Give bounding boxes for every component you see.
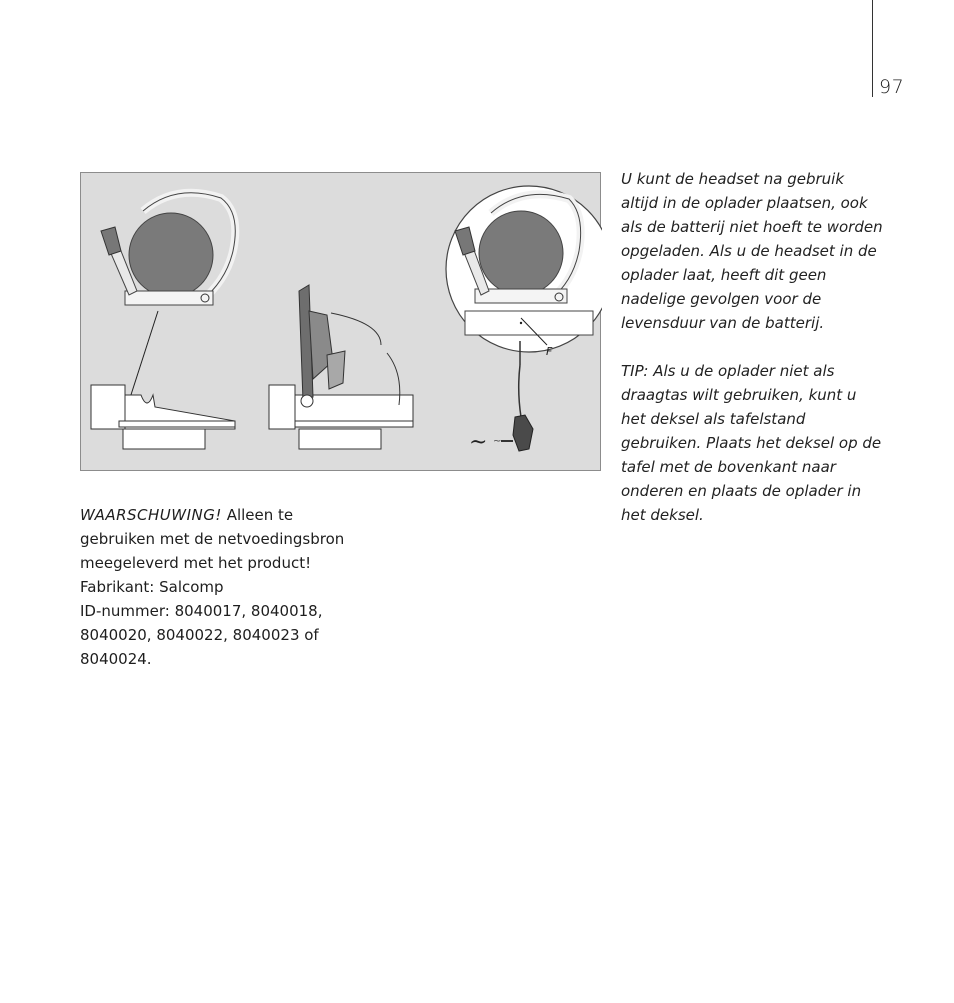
tip-paragraph-1: U kunt de headset na gebruik altijd in de oplader plaatsen, ook als de batterij niet hoeft te worden opgeladen. Als u de headset in de oplader laat, heeft dit geen nadelige gevolgen voor de levensduur van de batterij. xyxy=(621,170,883,332)
page-number: 97 xyxy=(879,76,905,98)
charger-illustration xyxy=(81,173,602,472)
warning-text xyxy=(80,503,360,575)
ac-symbol-small: ~ xyxy=(493,436,502,447)
tip-column xyxy=(621,167,883,551)
ac-symbol: ~ xyxy=(469,430,488,455)
warning-block xyxy=(80,503,360,671)
illustration-figure xyxy=(80,172,601,471)
manufacturer-line: Fabrikant: Salcomp xyxy=(80,578,224,596)
panel-headset-above-charger xyxy=(91,193,235,449)
id-numbers-line: ID-nummer: 8040017, 8040018, 8040020, 8040022, 8040023 of 8040024. xyxy=(80,602,323,668)
panel-charger-inset xyxy=(446,186,602,455)
warning-title: WAARSCHUWING! xyxy=(80,506,222,524)
warning-body: Alleen te gebruiken met de netvoedingsbron meegeleverd met het product! xyxy=(80,506,345,572)
tip-paragraph-2: TIP: Als u de oplader niet als draagtas wilt gebruiken, kunt u het deksel als tafelstand gebruiken. Plaats het deksel op de tafel met de bovenkant naar onderen en plaats de oplader in het deksel. xyxy=(621,362,882,524)
panel-headset-docked xyxy=(269,285,413,449)
callout-label-f: F xyxy=(546,345,553,358)
page-rule xyxy=(872,0,873,97)
